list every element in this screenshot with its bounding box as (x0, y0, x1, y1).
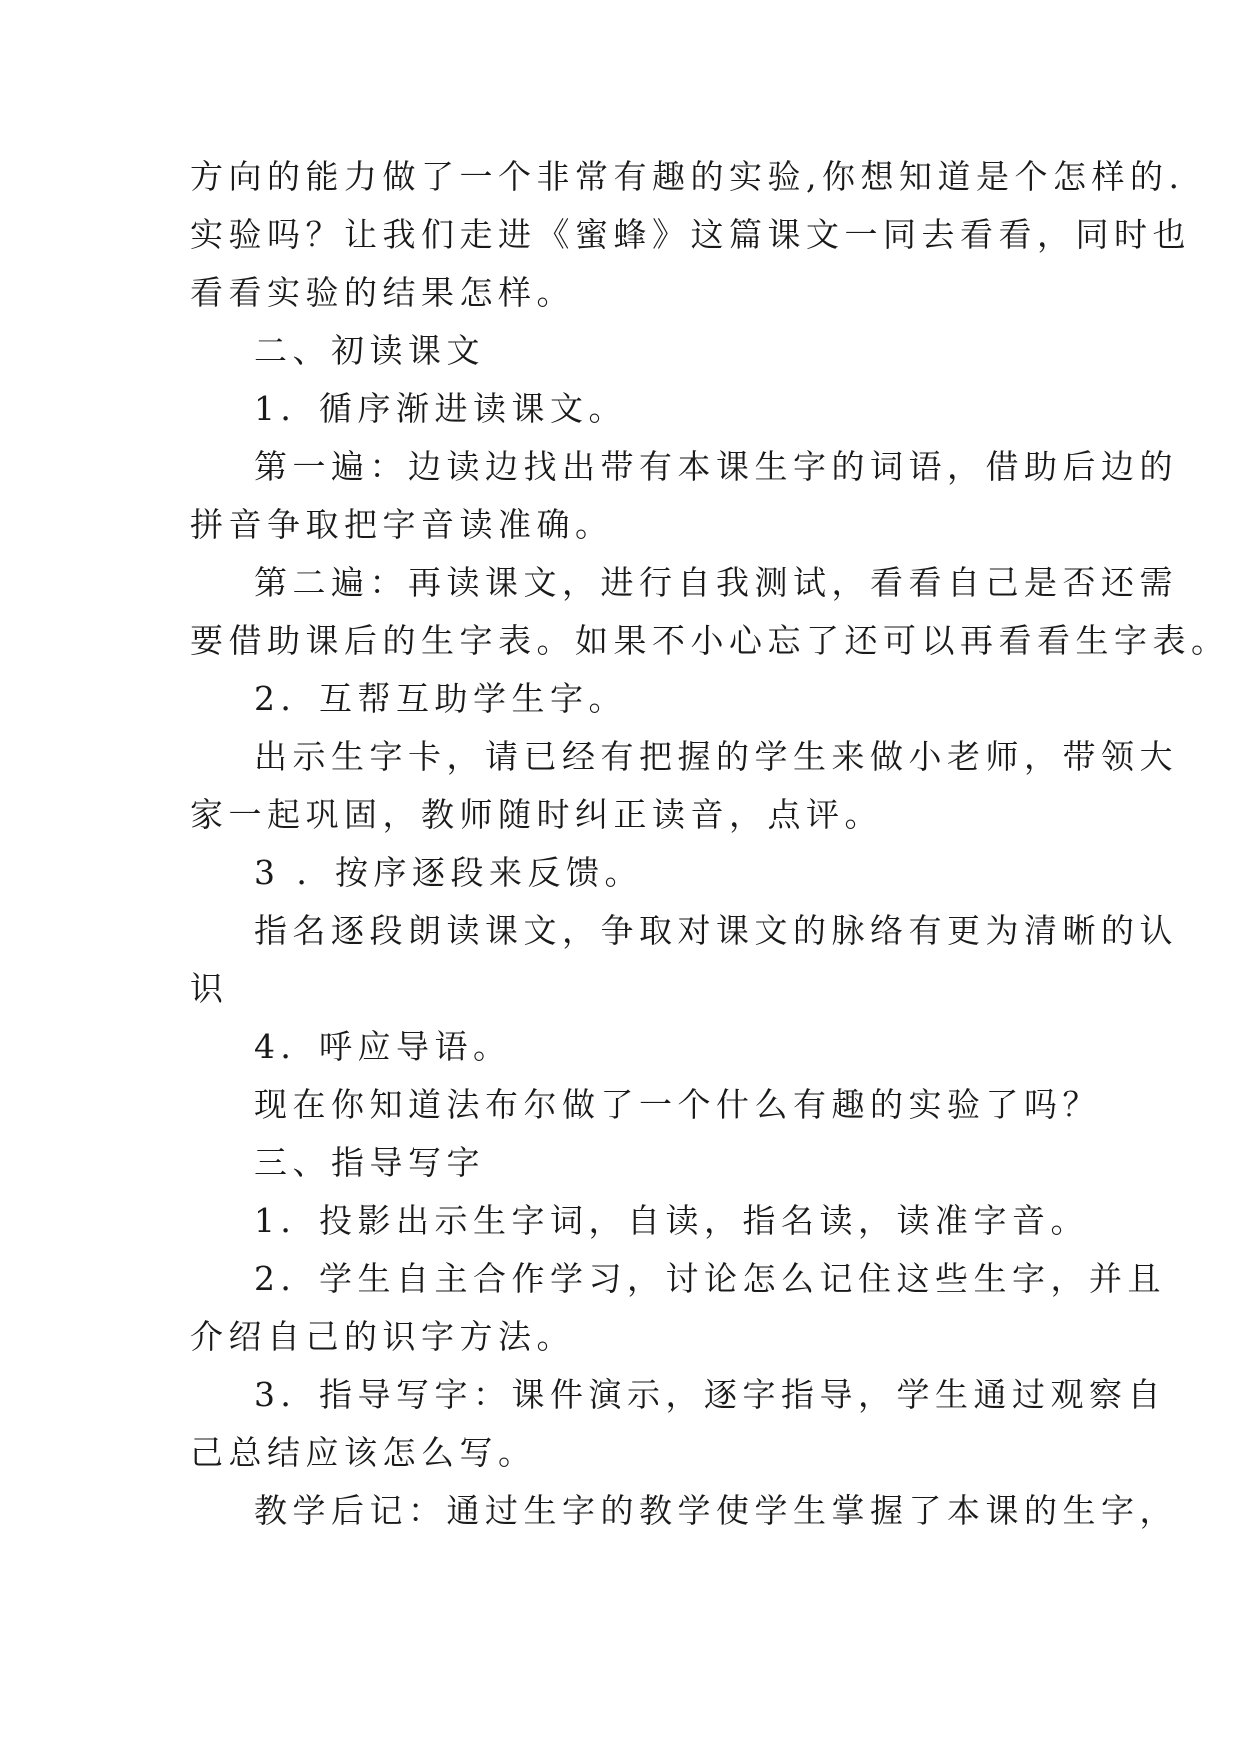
text-line: 3．指导写字：课件演示，逐字指导，学生通过观察自 (254, 1375, 1166, 1414)
text-line: 方向的能力做了一个非常有趣的实验,你想知道是个怎样的. (190, 157, 1185, 196)
text-line: 1．投影出示生字词，自读，指名读，读准字音。 (254, 1201, 1089, 1240)
text-line: 教学后记：通过生字的教学使学生掌握了本课的生字， (254, 1491, 1178, 1530)
text-line: 介绍自己的识字方法。 (190, 1317, 575, 1356)
text-line: 家一起巩固，教师随时纠正读音，点评。 (190, 795, 883, 834)
text-line: 实验吗？让我们走进《蜜蜂》这篇课文一同去看看，同时也 (190, 215, 1191, 254)
text-line: 1．循序渐进读课文。 (254, 389, 627, 428)
text-line: 第一遍：边读边找出带有本课生字的词语，借助后边的 (254, 447, 1178, 486)
text-line: 2．互帮互助学生字。 (254, 679, 627, 718)
text-line: 要借助课后的生字表。如果不小心忘了还可以再看看生字表。 (190, 621, 1230, 660)
document-body (190, 148, 1230, 1540)
text-line: 3 ．按序逐段来反馈。 (254, 853, 643, 892)
section-heading: 三、指导写字 (254, 1143, 485, 1182)
text-line: 指名逐段朗读课文，争取对课文的脉络有更为清晰的认 (254, 911, 1178, 950)
text-line: 4．呼应导语。 (254, 1027, 512, 1066)
text-line: 现在你知道法布尔做了一个什么有趣的实验了吗？ (254, 1085, 1101, 1124)
text-line: 2．学生自主合作学习，讨论怎么记住这些生字，并且 (254, 1259, 1166, 1298)
text-line: 出示生字卡，请已经有把握的学生来做小老师，带领大 (254, 737, 1178, 776)
section-heading: 二、初读课文 (254, 331, 485, 370)
text-line: 拼音争取把字音读准确。 (190, 505, 614, 544)
text-line: 看看实验的结果怎样。 (190, 273, 575, 312)
text-line: 己总结应该怎么写。 (190, 1433, 537, 1472)
text-line: 第二遍：再读课文，进行自我测试，看看自己是否还需 (254, 563, 1178, 602)
text-line: 识 (190, 969, 229, 1008)
